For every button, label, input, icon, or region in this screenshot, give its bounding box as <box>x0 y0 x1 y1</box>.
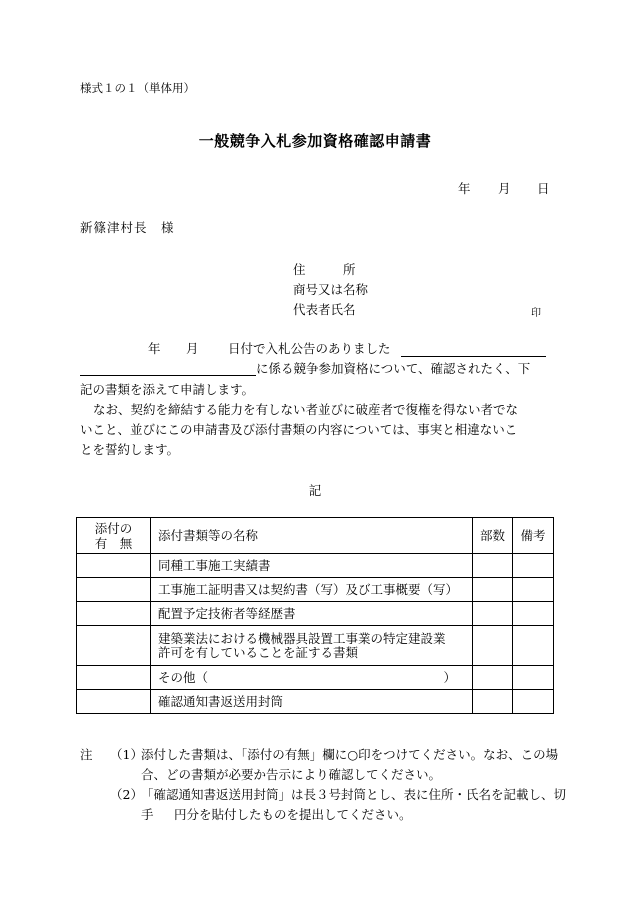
project-name-blank-line-continued <box>80 375 256 376</box>
table-row <box>77 602 554 626</box>
project-name-blank-line <box>401 356 546 357</box>
copies-cell[interactable] <box>473 690 513 714</box>
date-day-label: 日 <box>537 181 550 196</box>
remarks-cell[interactable] <box>513 554 554 578</box>
copies-cell[interactable] <box>473 578 513 602</box>
copies-header: 部数 <box>473 518 513 554</box>
attached-header <box>77 518 151 554</box>
attached-cell[interactable] <box>77 666 151 690</box>
attached-cell[interactable] <box>77 626 151 666</box>
attached-header-line-2: 有 無 <box>94 535 133 551</box>
document-name-cell: 同種工事施工実績書 <box>151 554 473 578</box>
remarks-cell[interactable] <box>513 666 554 690</box>
body-line-3: 記の書類を添えて申請します。 <box>80 382 255 397</box>
document-name-cell <box>151 626 473 666</box>
date-month-label: 月 <box>498 181 511 196</box>
note-1-number: （1） <box>110 747 143 762</box>
copies-cell[interactable] <box>473 626 513 666</box>
document-name-line-2: 許可を有していることを証する書類 <box>158 644 359 660</box>
attached-header-line-1: 添付の <box>94 520 133 536</box>
copies-cell[interactable] <box>473 602 513 626</box>
body-line-2: に係る競争参加資格について、確認されたく、下 <box>256 361 531 376</box>
notice-month-label: 月 <box>186 341 199 356</box>
remarks-cell[interactable] <box>513 602 554 626</box>
table-row <box>77 626 554 666</box>
note-1-line-2: 合、どの書類が必要か告示により確認してください。 <box>141 767 442 782</box>
note-1-line-1: 添付した書類は、「添付の有無」欄に○印をつけてください。なお、この場 <box>141 747 559 762</box>
note-2-line-1: 「確認通知書返送用封筒」は長３号封筒とし、表に住所・氏名を記載し、切 <box>141 787 567 802</box>
attachments-table <box>76 517 554 714</box>
table-row <box>77 578 554 602</box>
form-code: 様式１の１（単体用） <box>80 81 195 95</box>
document-name-cell: 確認通知書返送用封筒 <box>151 690 473 714</box>
attached-cell[interactable] <box>77 690 151 714</box>
table-row <box>77 690 554 714</box>
seal-mark: 印 <box>531 308 541 319</box>
table-row <box>77 666 554 690</box>
notice-year-label: 年 <box>148 341 161 356</box>
note-2-line-2-stamp: 手 <box>141 807 154 822</box>
body-line-5: いこと、並びにこの申請書及び添付書類の内容については、事実と相違ないこ <box>80 422 518 437</box>
addressee: 新篠津村長 様 <box>80 220 175 235</box>
table-row <box>77 554 554 578</box>
note-2-number: （2） <box>110 787 143 802</box>
company-name-label: 商号又は名称 <box>293 282 369 297</box>
attached-cell[interactable] <box>77 554 151 578</box>
date-year-label: 年 <box>458 181 471 196</box>
other-label: その他（ <box>158 669 209 685</box>
remarks-cell[interactable] <box>513 578 554 602</box>
document-title: 一般競争入札参加資格確認申請書 <box>198 132 432 150</box>
copies-cell[interactable] <box>473 666 513 690</box>
notes-heading: 注 <box>80 747 93 762</box>
copies-cell[interactable] <box>473 554 513 578</box>
table-header-row <box>77 518 554 554</box>
remarks-header: 備考 <box>513 518 554 554</box>
note-2-line-2: 円分を貼付したものを提出してください。 <box>174 807 412 822</box>
remarks-cell[interactable] <box>513 626 554 666</box>
document-name-cell: 工事施工証明書又は契約書（写）及び工事概要（写） <box>151 578 473 602</box>
body-line-1: 日付で入札公告のありました <box>228 341 391 356</box>
address-label: 住 所 <box>293 262 356 277</box>
document-name-cell[interactable] <box>151 666 473 690</box>
ki-heading: 記 <box>308 483 322 498</box>
body-line-4: なお、契約を締結する能力を有しない者並びに破産者で復権を得ない者でな <box>93 402 519 417</box>
document-name-header: 添付書類等の名称 <box>151 518 473 554</box>
other-close-paren: ） <box>443 669 456 685</box>
remarks-cell[interactable] <box>513 690 554 714</box>
representative-label: 代表者氏名 <box>293 302 356 317</box>
attached-cell[interactable] <box>77 602 151 626</box>
document-name-line-1: 建築業法における機械器具設置工事業の特定建設業 <box>158 630 446 646</box>
body-line-6: とを誓約します。 <box>80 442 180 457</box>
attached-cell[interactable] <box>77 578 151 602</box>
document-name-cell: 配置予定技術者等経歴書 <box>151 602 473 626</box>
